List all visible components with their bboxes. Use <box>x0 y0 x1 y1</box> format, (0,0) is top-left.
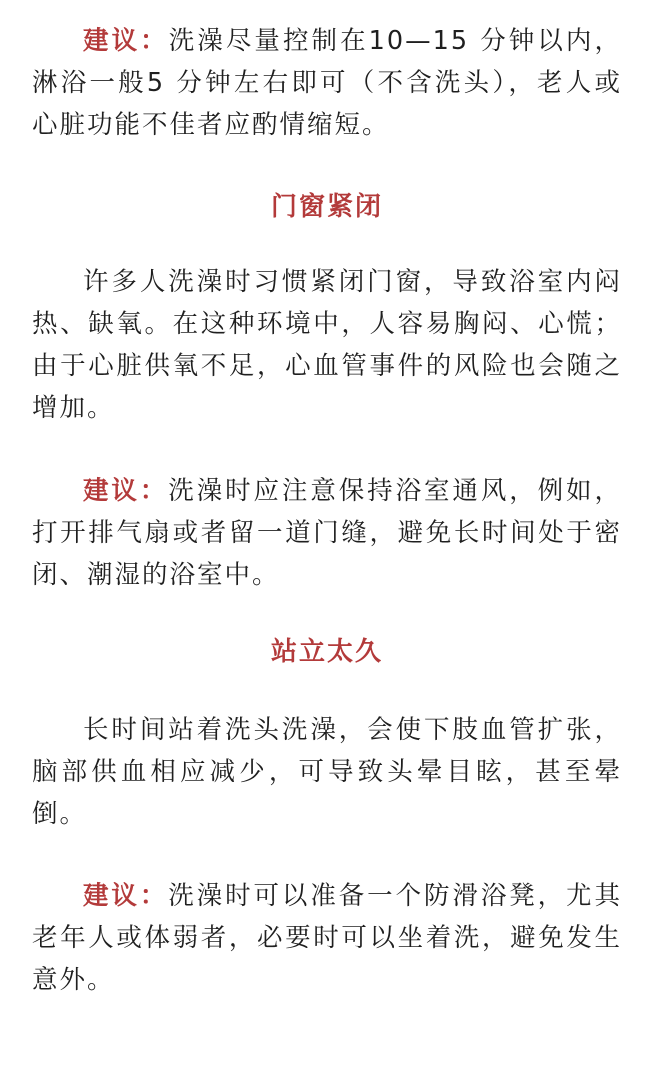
advice-paragraph <box>32 875 622 1001</box>
advice-text: 洗澡时可以准备一个防滑浴凳，尤其老年人或体弱者，必要时可以坐着洗，避免发生意外。 <box>32 881 622 995</box>
advice-label: 建议： <box>83 26 169 56</box>
advice-text: 洗澡尽量控制在10—15 分钟以内，淋浴一般5 分钟左右即可（不含洗头），老人或心脏功能不佳者应酌情缩短。 <box>32 26 622 140</box>
section-heading-standing-too-long: 站立太久 <box>270 637 383 667</box>
body-paragraph: 许多人洗澡时习惯紧闭门窗，导致浴室内闷热、缺氧。在这种环境中，人容易胸闷、心慌；由于心脏供氧不足，心血管事件的风险也会随之增加。 <box>32 267 622 423</box>
advice-paragraph <box>32 470 622 596</box>
section-heading-closed-doors-windows: 门窗紧闭 <box>270 192 383 222</box>
advice-label: 建议： <box>83 881 169 911</box>
advice-paragraph <box>32 20 622 146</box>
body-paragraph: 长时间站着洗头洗澡，会使下肢血管扩张，脑部供血相应减少，可导致头晕目眩，甚至晕倒。 <box>32 715 622 829</box>
advice-text: 洗澡时应注意保持浴室通风，例如，打开排气扇或者留一道门缝，避免长时间处于密闭、潮湿的浴室中。 <box>32 476 622 590</box>
advice-label: 建议： <box>83 476 169 506</box>
